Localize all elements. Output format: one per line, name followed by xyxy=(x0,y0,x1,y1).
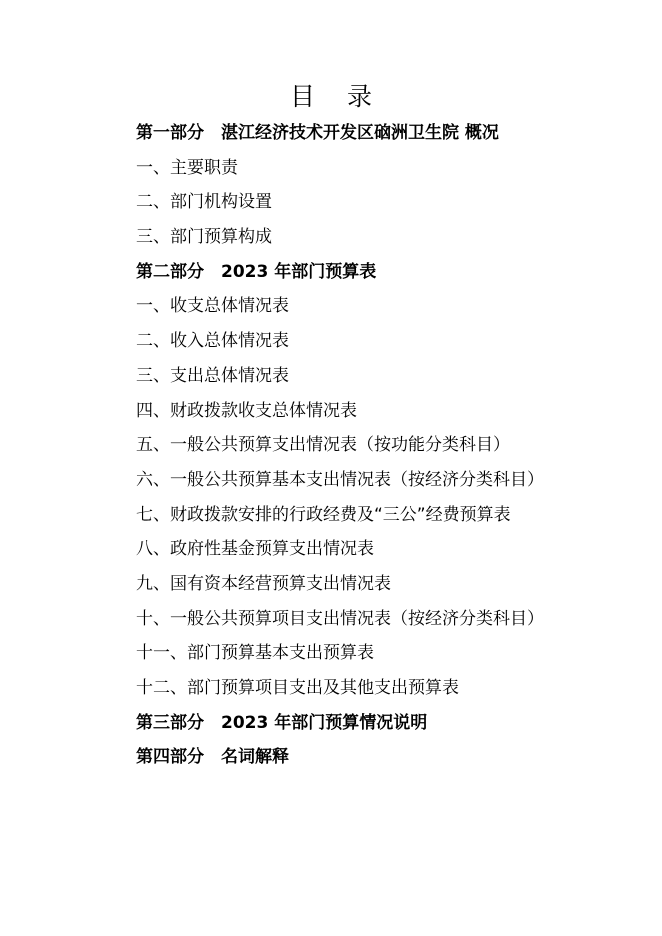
toc-item[interactable]: 三、支出总体情况表 xyxy=(136,365,289,386)
toc-part-3[interactable] xyxy=(136,706,636,741)
toc-item[interactable]: 一、主要职责 xyxy=(136,157,238,178)
toc-item[interactable]: 六、一般公共预算基本支出情况表（按经济分类科目） xyxy=(136,469,544,490)
toc-item[interactable]: 十一、部门预算基本支出预算表 xyxy=(136,643,374,664)
toc-part-1[interactable] xyxy=(136,116,636,151)
toc-item[interactable]: 五、一般公共预算支出情况表（按功能分类科目） xyxy=(136,435,510,456)
toc-item[interactable]: 四、财政拨款收支总体情况表 xyxy=(136,400,357,421)
toc-item[interactable]: 三、部门预算构成 xyxy=(136,227,272,248)
page-title: 目 录 xyxy=(290,82,384,111)
toc-part-2[interactable] xyxy=(136,255,636,290)
toc-part-text: 名词解释 xyxy=(221,747,289,768)
toc-part-4[interactable] xyxy=(136,740,636,775)
toc-item[interactable]: 一、收支总体情况表 xyxy=(136,296,289,317)
toc-part-text: 2023 年部门预算情况说明 xyxy=(221,712,428,733)
toc-item[interactable]: 十二、部门预算项目支出及其他支出预算表 xyxy=(136,678,459,698)
toc-item[interactable]: 八、政府性基金预算支出情况表 xyxy=(136,539,374,560)
toc-part-text: 湛江经济技术开发区硇洲卫生院 概况 xyxy=(221,123,499,143)
toc-part-text: 2023 年部门预算表 xyxy=(221,261,377,282)
toc-part-label: 第四部分 xyxy=(136,747,204,768)
toc-item[interactable]: 二、收入总体情况表 xyxy=(136,331,289,352)
toc-part-label: 第三部分 xyxy=(136,712,204,733)
toc-part-label: 第一部分 xyxy=(136,123,204,143)
table-of-contents xyxy=(136,116,636,775)
toc-part-label: 第二部分 xyxy=(136,261,204,282)
toc-item[interactable]: 九、国有资本经营预算支出情况表 xyxy=(136,573,391,594)
toc-item[interactable]: 二、部门机构设置 xyxy=(136,192,272,213)
toc-item[interactable]: 七、财政拨款安排的行政经费及“三公”经费预算表 xyxy=(136,504,511,525)
toc-item[interactable]: 十、一般公共预算项目支出情况表（按经济分类科目） xyxy=(136,608,544,629)
